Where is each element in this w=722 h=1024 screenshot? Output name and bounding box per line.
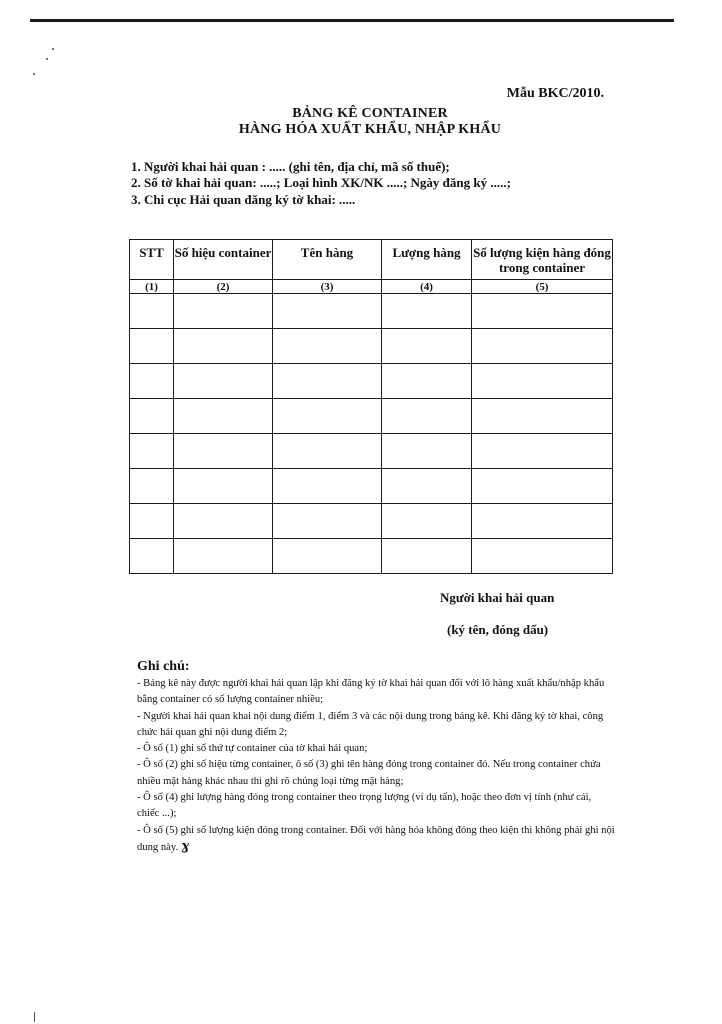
document-subtitle: HÀNG HÓA XUẤT KHẨU, NHẬP KHẨU [238, 122, 502, 137]
table-cell [472, 329, 613, 364]
table-row [130, 364, 613, 399]
table-cell [174, 294, 273, 329]
column-number: (5) [472, 280, 613, 294]
table-cell [174, 539, 273, 574]
table-header-row [130, 240, 613, 280]
column-number: (1) [130, 280, 174, 294]
table-cell [382, 469, 472, 504]
table-cell [472, 399, 613, 434]
field-declarant: 1. Người khai hải quan : ..... (ghi tên, địa chỉ, mã số thuế); [131, 159, 450, 174]
table-row [130, 504, 613, 539]
signer-role: Người khai hải quan [440, 590, 555, 605]
table-cell [382, 329, 472, 364]
scan-speck [33, 73, 35, 75]
table-cell [130, 399, 174, 434]
field-customs-branch: 3. Chi cục Hải quan đăng ký tờ khai: ..... [131, 192, 356, 207]
column-number: (3) [273, 280, 382, 294]
table-cell [273, 434, 382, 469]
table-cell [273, 399, 382, 434]
table-cell [130, 364, 174, 399]
table-cell [273, 539, 382, 574]
table-cell [130, 434, 174, 469]
table-cell [174, 329, 273, 364]
note-item: - Ô số (1) ghi số thứ tự container của tờ khai hải quan; [137, 743, 368, 755]
table-cell [130, 539, 174, 574]
table-cell [130, 294, 174, 329]
signature-instruction: (ký tên, đóng dấu) [447, 622, 549, 637]
column-number: (2) [174, 280, 273, 294]
table-cell [174, 364, 273, 399]
scan-speck [46, 58, 48, 60]
table-cell [130, 504, 174, 539]
handwritten-initial-mark: ɣ [181, 838, 189, 854]
table-cell [130, 469, 174, 504]
table-cell [273, 469, 382, 504]
table-cell [472, 539, 613, 574]
table-body [130, 294, 613, 574]
table-cell [382, 539, 472, 574]
header-stt: STT [130, 240, 174, 280]
table-cell [273, 329, 382, 364]
table-cell [382, 364, 472, 399]
table-row [130, 469, 613, 504]
document-title: BẢNG KÊ CONTAINER [292, 106, 448, 121]
table-row [130, 294, 613, 329]
table-cell [382, 399, 472, 434]
form-code: Mẫu BKC/2010. [506, 86, 604, 101]
table-cell [174, 399, 273, 434]
table-cell [174, 434, 273, 469]
header-package-count: Số lượng kiện hàng đóng trong container [472, 240, 613, 280]
notes-list [137, 676, 615, 856]
table-cell [382, 434, 472, 469]
table-cell [472, 364, 613, 399]
table-cell [273, 364, 382, 399]
table-cell [472, 504, 613, 539]
note-item [137, 823, 615, 857]
column-number-row [130, 280, 613, 294]
top-border-line [30, 19, 674, 22]
table-cell [130, 329, 174, 364]
field-declaration-number: 2. Số tờ khai hải quan: .....; Loại hình XK/NK .....; Ngày đăng ký .....; [131, 175, 511, 190]
table-cell [174, 504, 273, 539]
header-goods-name: Tên hàng [273, 240, 382, 280]
table-cell [382, 504, 472, 539]
note-item: - Ô số (4) ghi lượng hàng đóng trong container theo trọng lượng (ví dụ tấn), hoặc theo đơn vị tính (như cái, chiếc ...); [137, 792, 592, 820]
table-cell [273, 294, 382, 329]
table-cell [472, 294, 613, 329]
table-cell [273, 504, 382, 539]
column-number: (4) [382, 280, 472, 294]
table-cell [472, 434, 613, 469]
container-table [129, 239, 613, 574]
table-row [130, 434, 613, 469]
table-cell [382, 294, 472, 329]
scan-speck [52, 48, 54, 50]
table-row [130, 329, 613, 364]
note-item-text: - Ô số (5) ghi số lượng kiện đóng trong container. Đối với hàng hóa không đóng theo kiện thì không phải ghi nội dung này. [137, 824, 615, 853]
note-item: - Bảng kê này được người khai hải quan lập khi đăng ký tờ khai hải quan đối với lô hàng xuất khẩu/nhập khẩu bằng container có số lượng container nhiều; [137, 678, 605, 706]
note-item: - Người khai hải quan khai nội dung điểm 1, điểm 3 và các nội dung trong bảng kê. Khi đăng ký tờ khai, công chức hải quan ghi nội dung điểm 2; [137, 710, 604, 738]
table-row [130, 399, 613, 434]
table-cell [472, 469, 613, 504]
scan-margin-mark [34, 1012, 35, 1022]
table-row [130, 539, 613, 574]
notes-title: Ghi chú: [137, 659, 190, 674]
note-item: - Ô số (2) ghi số hiệu từng container, ô số (3) ghi tên hàng đóng trong container đó. Nếu trong container chứa nhiều mặt hàng khác nhau thì ghi rõ chủng loại từng mặt hàng; [137, 759, 601, 787]
header-quantity: Lượng hàng [382, 240, 472, 280]
header-container-number: Số hiệu container [174, 240, 273, 280]
table-cell [174, 469, 273, 504]
